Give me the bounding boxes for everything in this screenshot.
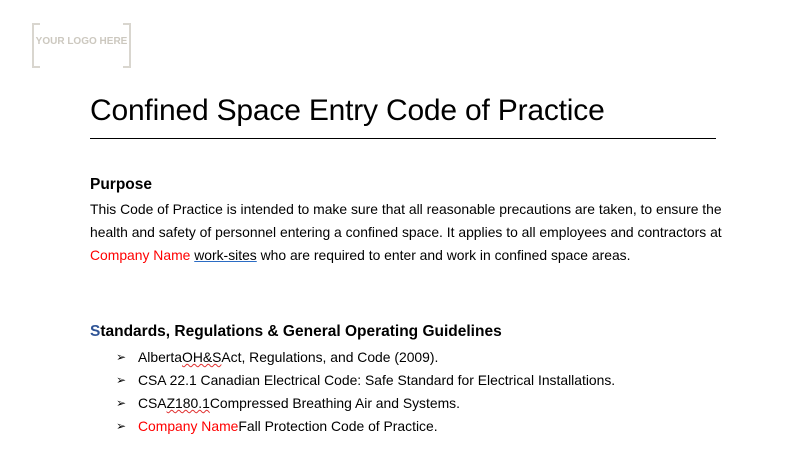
page-title: Confined Space Entry Code of Practice [90, 94, 605, 127]
title-divider [90, 138, 716, 139]
item-text: Compressed Breathing Air and Systems. [209, 395, 460, 411]
purpose-heading: Purpose [90, 176, 153, 193]
list-item [116, 346, 615, 369]
work-sites-link[interactable]: work-sites [194, 247, 257, 263]
item-text: CSA [138, 395, 167, 411]
arrow-bullet-icon: ➢ [116, 373, 127, 387]
list-item [116, 415, 615, 438]
logo-placeholder [32, 23, 131, 64]
arrow-bullet-icon: ➢ [116, 396, 127, 410]
spelling-flag: Z180.1 [166, 395, 210, 411]
arrow-bullet-icon: ➢ [116, 419, 127, 433]
spelling-flag: OH&S [182, 349, 222, 365]
company-name: Company Name [90, 247, 191, 263]
item-text: Alberta [138, 349, 183, 365]
item-text: Fall Protection Code of Practice. [238, 418, 438, 434]
item-text: CSA 22.1 Canadian Electrical Code: Safe Standard for Electrical Installations. [138, 372, 616, 388]
company-name: Company Name [138, 418, 239, 434]
logo-text: YOUR LOGO HERE [35, 36, 128, 47]
purpose-text-2: who are required to enter and work in confined space areas. [256, 247, 631, 263]
item-text: Act, Regulations, and Code (2009). [221, 349, 439, 365]
purpose-text: This Code of Practice is intended to make sure that all reasonable precautions are taken, to ensure the health and safety of personnel entering a confined space. It applies to all employees and contractors at [90, 201, 722, 240]
standards-heading [90, 323, 502, 341]
heading-rest: tandards, Regulations & General Operating Guidelines [100, 323, 502, 340]
arrow-bullet-icon: ➢ [116, 350, 127, 364]
standards-list [116, 346, 615, 438]
purpose-paragraph [90, 198, 730, 267]
list-item [116, 392, 615, 415]
heading-initial: S [90, 323, 101, 340]
list-item [116, 369, 615, 392]
